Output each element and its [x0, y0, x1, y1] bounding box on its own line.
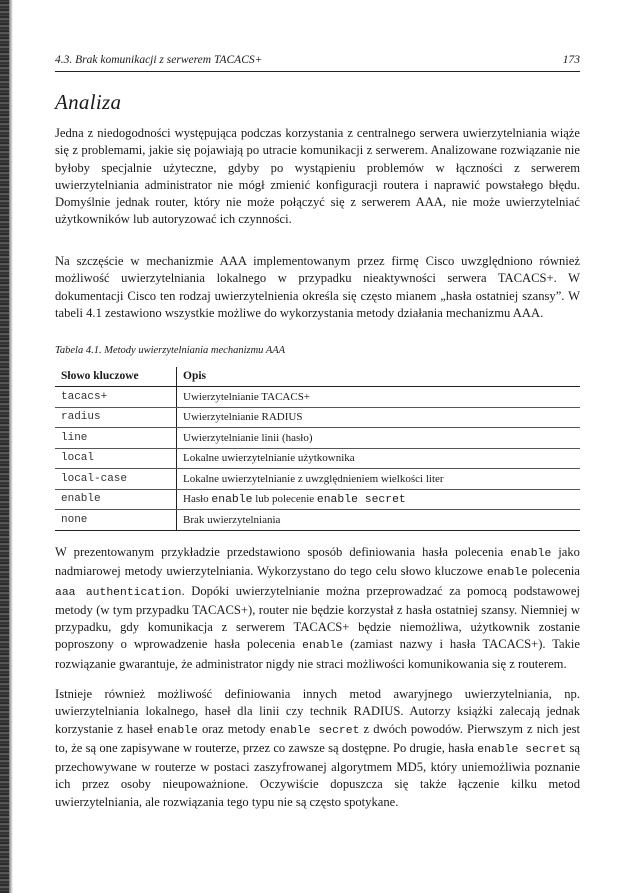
text-run: Istnieje również możliwość definiowania innych metod awaryjnego uwierzytelniania, np. uwierzytelniania lokalnego, haseł dla linii czy technik RADIUS. Autorzy książki zalecają jednak korzystanie z haseł: [55, 687, 580, 736]
table-caption: Tabela 4.1. Metody uwierzytelniania mechanizmu AAA: [55, 345, 286, 356]
table-row: [55, 469, 580, 490]
inline-code: enable: [302, 640, 344, 653]
column-header-keyword: Słowo kluczowe: [55, 367, 177, 387]
page-number: 173: [562, 54, 580, 66]
table-header-row: [55, 367, 580, 387]
inline-code: enable: [156, 724, 198, 737]
table-row: [55, 428, 580, 449]
running-header: [55, 53, 580, 72]
inline-code: enable: [486, 567, 528, 580]
paragraph-4: [55, 686, 580, 811]
inline-code: enable: [510, 548, 552, 560]
keyword-cell: local: [55, 448, 177, 469]
description-text: Hasło: [183, 492, 212, 505]
code-enable: enable: [211, 493, 253, 506]
description-cell: Uwierzytelnianie linii (hasło): [177, 428, 581, 449]
column-header-description: Opis: [177, 367, 581, 387]
table-row: [55, 387, 580, 408]
paragraph-1: Jedna z niedogodności występująca podczas korzystania z centralnego serwera uwierzytelniania wiąże się z problemami, jakie się pojawiają po utracie komunikacji z serwerem. Analizowane rozwiązanie nie byłoby specjalnie użyteczne, gdyby po wystąpieniu problemów w łączności z serwerem uwierzytelniania administrator nie mógł zmienić konfiguracji routera i naprawić powstałego błędu. Domyślnie jednak router, który nie może połączyć się z serwerem AAA, nie może uwierzytelniać użytkowników lub autoryzować ich czynności.: [55, 126, 580, 227]
section-title: 4.3. Brak komunikacji z serwerem TACACS+: [55, 54, 263, 66]
table-row: [55, 510, 580, 531]
keyword-cell: radius: [55, 407, 177, 428]
description-cell: Uwierzytelnianie TACACS+: [177, 387, 581, 408]
description-cell: Lokalne uwierzytelnianie użytkownika: [177, 448, 581, 469]
code-enable-secret: enable secret: [316, 493, 406, 506]
keyword-cell: none: [55, 510, 177, 531]
description-cell: [177, 489, 581, 510]
book-binding-gradient: [9, 0, 13, 893]
text-run: polecenia: [527, 564, 580, 579]
description-cell: Lokalne uwierzytelnianie z uwzględnieniem wielkości liter: [177, 469, 581, 490]
auth-methods-table: [55, 367, 580, 531]
text-run: oraz metody: [197, 721, 270, 736]
inline-code: enable secret: [269, 724, 360, 737]
description-cell: Brak uwierzytelniania: [177, 510, 581, 531]
keyword-cell: line: [55, 428, 177, 449]
table-row: [55, 407, 580, 428]
book-binding-shadow: [0, 0, 9, 893]
paragraph-3: [55, 544, 580, 673]
table-row: [55, 489, 580, 510]
paragraph-2: Na szczęście w mechanizmie AAA implementowanym przez firmę Cisco uwzględniono również możliwość uwierzytelniania lokalnego w przypadku nieaktywności serwera TACACS+. W dokumentacji Cisco ten rodzaj uwierzytelnienia określa się często mianem „hasła ostatniej szansy”. W tabeli 4.1 zestawiono wszystkie możliwe do wykorzystania metody działania mechanizmu AAA.: [55, 254, 580, 320]
section-heading: Analiza: [55, 90, 122, 114]
keyword-cell: tacacs+: [55, 387, 177, 408]
table-row: [55, 448, 580, 469]
text-run: (zamiast nazwy i hasła TACACS+). Takie rozwiązanie gwarantuje, że administrator nigdy nie straci możliwości komunikowania się z routerem.: [55, 637, 581, 671]
text-run: są przechowywane w routerze w postaci zaszyfrowanej algorytmem MD5, który uniemożliwia poznanie ich przez osoby nieupoważnione. Oczywiście dopuszcza się także łączenie kilku metod uwierzytelniania, ale rozwiązania tego typu nie są często spotykane.: [55, 740, 580, 809]
text-run: W prezentowanym przykładzie przedstawiono sposób definiowania hasła polecenia: [55, 545, 511, 559]
keyword-cell: enable: [55, 489, 177, 510]
text-run: z dwóch powodów. Pierwszym z nich jest to, że są one zapisywane w routerze, przez co zawsze są dostępne. Po drugie, hasła: [55, 721, 580, 755]
text-run: . Dopóki uwierzytelnianie można przeprowadzać za pomocą podstawowej metody (w tym przypadku TACACS+), router nie będzie korzystał z hasła ostatniej szansy. Niemniej w przypadku, gdy komunikacja z serwerem TACACS+ będzie niemożliwa, użytkownik zostanie poproszony o wprowadzenie hasła polecenia: [55, 583, 580, 652]
inline-code: aaa authentication: [55, 586, 182, 599]
description-cell: Uwierzytelnianie RADIUS: [177, 407, 581, 428]
description-text: lub polecenie: [252, 492, 317, 505]
keyword-cell: local-case: [55, 469, 177, 490]
text-run: jako nadmiarowej metody uwierzytelniania. Wykorzystano do tego celu słowo kluczowe: [55, 545, 580, 579]
inline-code: enable secret: [477, 743, 567, 756]
